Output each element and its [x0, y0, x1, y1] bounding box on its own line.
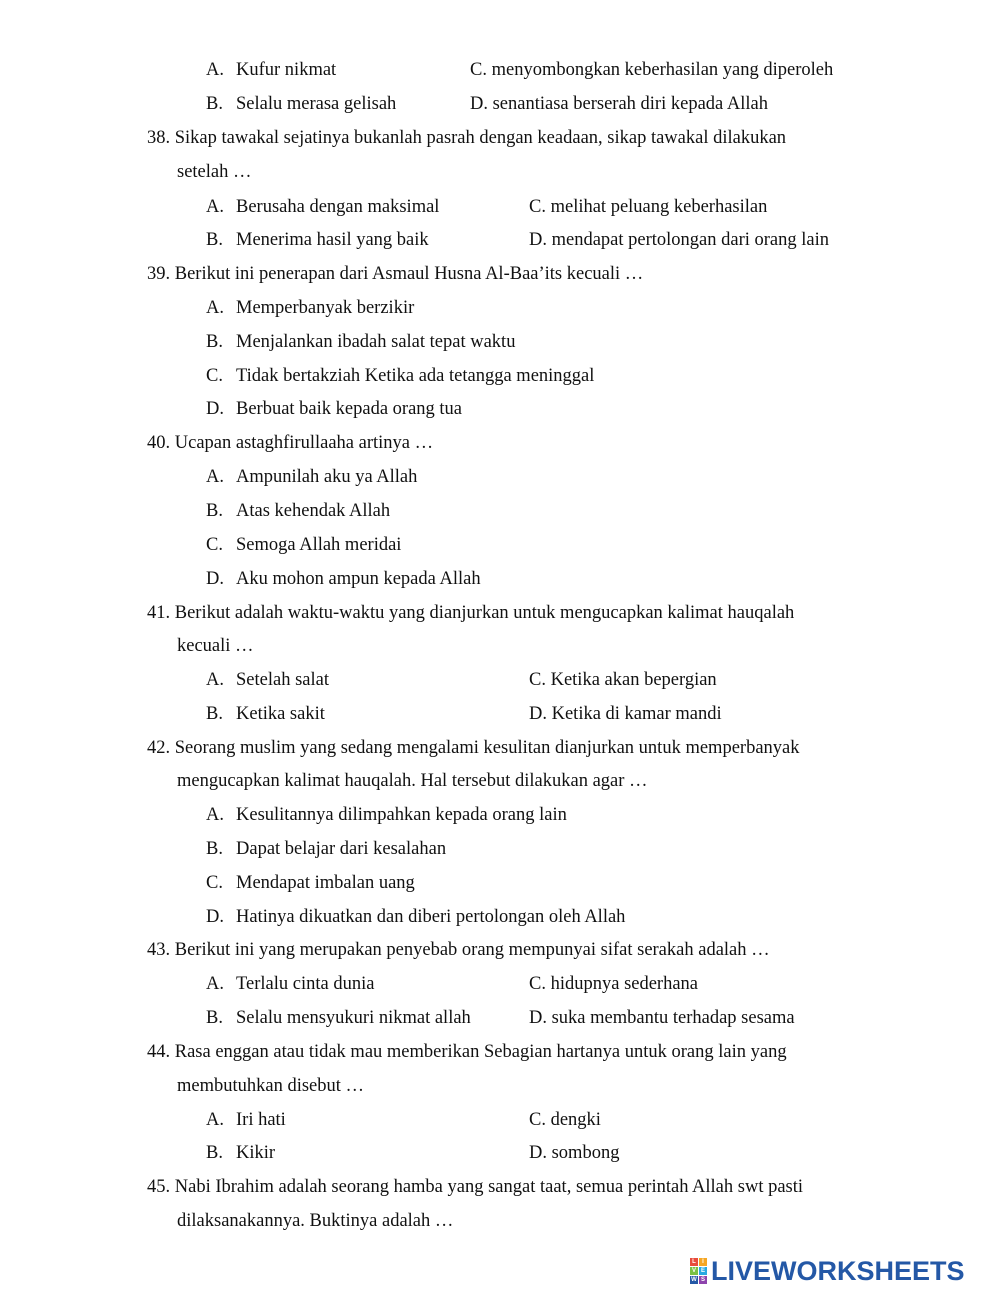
- q39-option-d[interactable]: D. Berbuat baik kepada orang tua: [206, 399, 463, 419]
- q42-option-a[interactable]: A. Kesulitannya dilimpahkan kepada orang lain: [206, 805, 567, 825]
- q37-option-c[interactable]: C. menyombongkan keberhasilan yang diperoleh: [470, 60, 834, 80]
- q43-option-b[interactable]: B. Selalu mensyukuri nikmat allah: [206, 1008, 471, 1028]
- q43-question: 43. Berikut ini yang merupakan penyebab orang mempunyai sifat serakah adalah …: [147, 940, 770, 960]
- q39-option-c[interactable]: C. Tidak bertakziah Ketika ada tetangga meninggal: [206, 366, 595, 386]
- q39-option-b[interactable]: B. Menjalankan ibadah salat tepat waktu: [206, 332, 516, 352]
- q40-option-b[interactable]: B. Atas kehendak Allah: [206, 501, 391, 521]
- q37-option-a[interactable]: A. Kufur nikmat: [206, 60, 337, 80]
- q41-option-c[interactable]: C. Ketika akan bepergian: [529, 670, 717, 690]
- q39-option-a[interactable]: A. Memperbanyak berzikir: [206, 298, 415, 318]
- q41-question: 41. Berikut adalah waktu-waktu yang dianjurkan untuk mengucapkan kalimat hauqalah: [147, 603, 795, 623]
- q38-question: 38. Sikap tawakal sejatinya bukanlah pasrah dengan keadaan, sikap tawakal dilakukan: [147, 128, 787, 148]
- q43-option-d[interactable]: D. suka membantu terhadap sesama: [529, 1008, 795, 1028]
- q44-question-cont: membutuhkan disebut …: [177, 1076, 365, 1096]
- q44-option-b[interactable]: B. Kikir: [206, 1143, 276, 1163]
- q40-question: 40. Ucapan astaghfirullaaha artinya …: [147, 433, 434, 453]
- q44-option-a[interactable]: A. Iri hati: [206, 1110, 286, 1130]
- logo-block: I: [699, 1258, 707, 1266]
- q38-option-c[interactable]: C. melihat peluang keberhasilan: [529, 197, 768, 217]
- q40-option-a[interactable]: A. Ampunilah aku ya Allah: [206, 467, 418, 487]
- q38-option-a[interactable]: A. Berusaha dengan maksimal: [206, 197, 440, 217]
- logo-block: E: [700, 1268, 705, 1274]
- q40-option-c[interactable]: C. Semoga Allah meridai: [206, 535, 402, 555]
- logo-block: W: [691, 1277, 697, 1283]
- q42-option-b[interactable]: B. Dapat belajar dari kesalahan: [206, 839, 447, 859]
- liveworksheets-logo[interactable]: [690, 1256, 965, 1286]
- q41-option-b[interactable]: B. Ketika sakit: [206, 704, 325, 724]
- q37-option-b[interactable]: B. Selalu merasa gelisah: [206, 94, 397, 114]
- q44-option-d[interactable]: D. sombong: [529, 1143, 620, 1163]
- q45-question-cont: dilaksanakannya. Buktinya adalah …: [177, 1211, 454, 1231]
- q43-option-a[interactable]: A. Terlalu cinta dunia: [206, 974, 375, 994]
- q40-option-d[interactable]: D. Aku mohon ampun kepada Allah: [206, 569, 481, 589]
- logo-text: LIVEWORKSHEETS: [711, 1255, 965, 1286]
- q41-option-d[interactable]: D. Ketika di kamar mandi: [529, 704, 722, 724]
- logo-block: V: [691, 1268, 696, 1274]
- q42-question-cont: mengucapkan kalimat hauqalah. Hal tersebut dilakukan agar …: [177, 771, 648, 791]
- logo-blocks-icon: [690, 1258, 707, 1284]
- q44-option-c[interactable]: C. dengki: [529, 1110, 601, 1130]
- q45-question: 45. Nabi Ibrahim adalah seorang hamba yang sangat taat, semua perintah Allah swt pasti: [147, 1177, 804, 1197]
- q41-option-a[interactable]: A. Setelah salat: [206, 670, 329, 690]
- logo-block: S: [700, 1277, 705, 1283]
- q37-option-d[interactable]: D. senantiasa berserah diri kepada Allah: [470, 94, 768, 114]
- q43-option-c[interactable]: C. hidupnya sederhana: [529, 974, 699, 994]
- q42-option-c[interactable]: C. Mendapat imbalan uang: [206, 873, 415, 893]
- q42-option-d[interactable]: D. Hatinya dikuatkan dan diberi pertolongan oleh Allah: [206, 907, 626, 927]
- q39-question: 39. Berikut ini penerapan dari Asmaul Husna Al-Baa’its kecuali …: [147, 264, 644, 284]
- q41-question-cont: kecuali …: [177, 636, 254, 656]
- q38-option-b[interactable]: B. Menerima hasil yang baik: [206, 230, 429, 250]
- logo-block: L: [690, 1258, 698, 1266]
- q44-question: 44. Rasa enggan atau tidak mau memberikan Sebagian hartanya untuk orang lain yang: [147, 1042, 787, 1062]
- q42-question: 42. Seorang muslim yang sedang mengalami kesulitan dianjurkan untuk memperbanyak: [147, 738, 800, 758]
- q38-option-d[interactable]: D. mendapat pertolongan dari orang lain: [529, 230, 830, 250]
- q38-question-cont: setelah …: [177, 162, 252, 182]
